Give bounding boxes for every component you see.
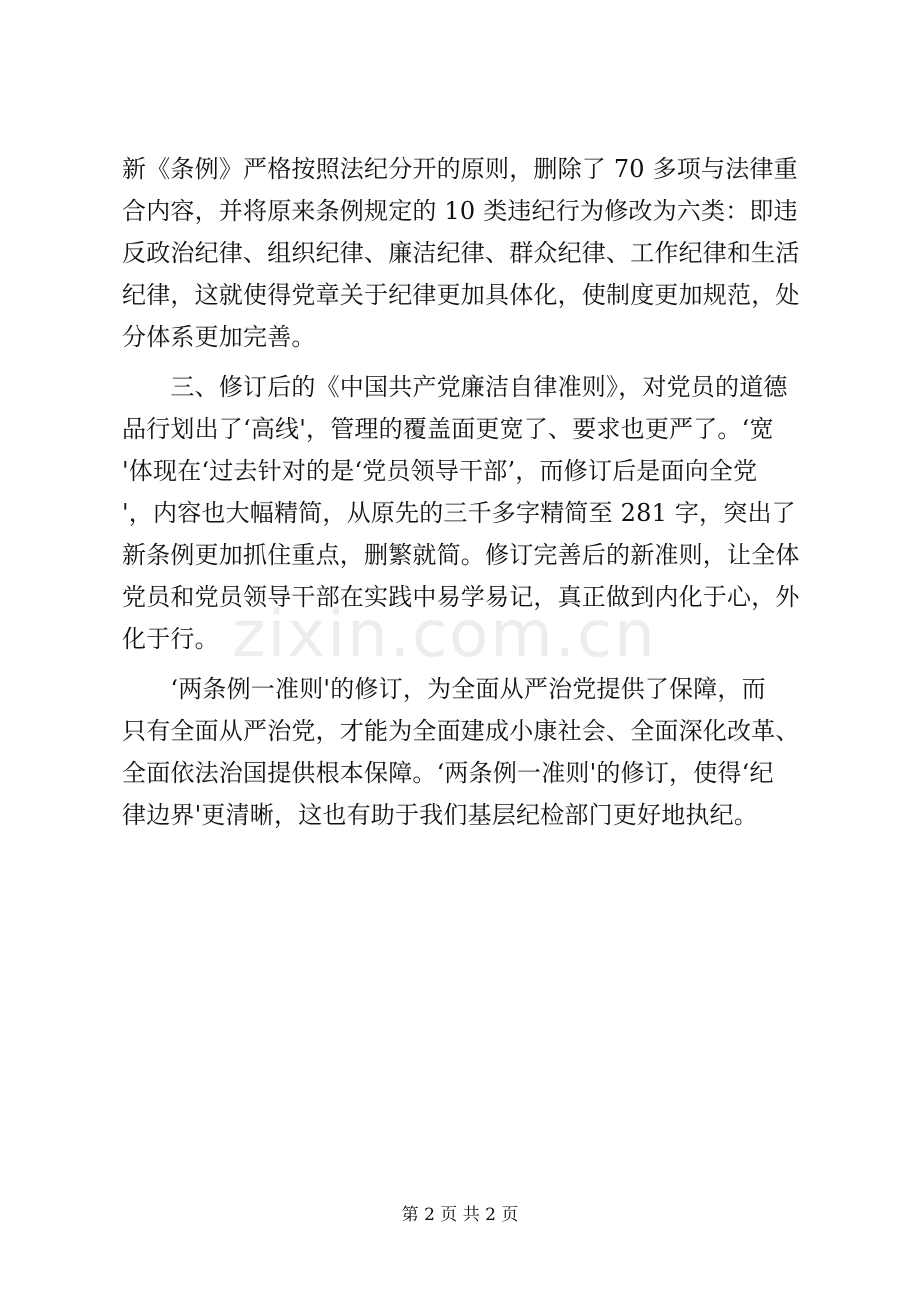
- paragraph-spacer: [122, 358, 810, 366]
- text-line: 纪律，这就使得党章关于纪律更加具体化，使制度更加规范，处: [122, 281, 800, 309]
- paragraph-spacer: [122, 660, 810, 668]
- text-line: 合内容，并将原来条例规定的 10 类违纪行为修改为六类：即违: [122, 197, 798, 225]
- text-line: 全面依法治国提供根本保障。‘两条例一准则'的修订，使得‘纪: [122, 759, 774, 787]
- paragraph-2: [122, 366, 810, 660]
- text-line: ‘两条例一准则'的修订，为全面从严治党提供了保障，而: [122, 675, 766, 703]
- text-line: 品行划出了‘高线'，管理的覆盖面更宽了、要求也更严了。‘宽: [122, 415, 774, 443]
- text-line: '体现在‘过去针对的是‘党员领导干部’，而修订后是面向全党: [122, 457, 758, 485]
- text-line: 律边界'更清晰，这也有助于我们基层纪检部门更好地执纪。: [122, 801, 758, 829]
- text-line: '，内容也大幅精简，从原先的三千多字精简至 281 字，突出了: [122, 499, 796, 527]
- paragraph-3: [122, 668, 810, 836]
- text-line: 反政治纪律、组织纪律、廉洁纪律、群众纪律、工作纪律和生活: [122, 239, 800, 267]
- text-line: 分体系更加完善。: [122, 323, 316, 351]
- text-line: 只有全面从严治党，才能为全面建成小康社会、全面深化改革、: [122, 717, 800, 745]
- text-line: 三、修订后的《中国共产党廉洁自律准则》，对党员的道德: [122, 373, 788, 401]
- text-line: 化于行。: [122, 625, 219, 653]
- watermark: zixin.com.cn: [232, 598, 657, 672]
- text-line: 新《条例》严格按照法纪分开的原则，删除了 70 多项与法律重: [122, 155, 798, 183]
- text-line: 新条例更加抓住重点，删繁就简。修订完善后的新准则，让全体: [122, 541, 800, 569]
- page-number-footer: 第 2 页 共 2 页: [401, 1205, 519, 1225]
- document-body: [122, 148, 810, 836]
- paragraph-1: [122, 148, 810, 358]
- text-line: 党员和党员领导干部在实践中易学易记，真正做到内化于心，外: [122, 583, 800, 611]
